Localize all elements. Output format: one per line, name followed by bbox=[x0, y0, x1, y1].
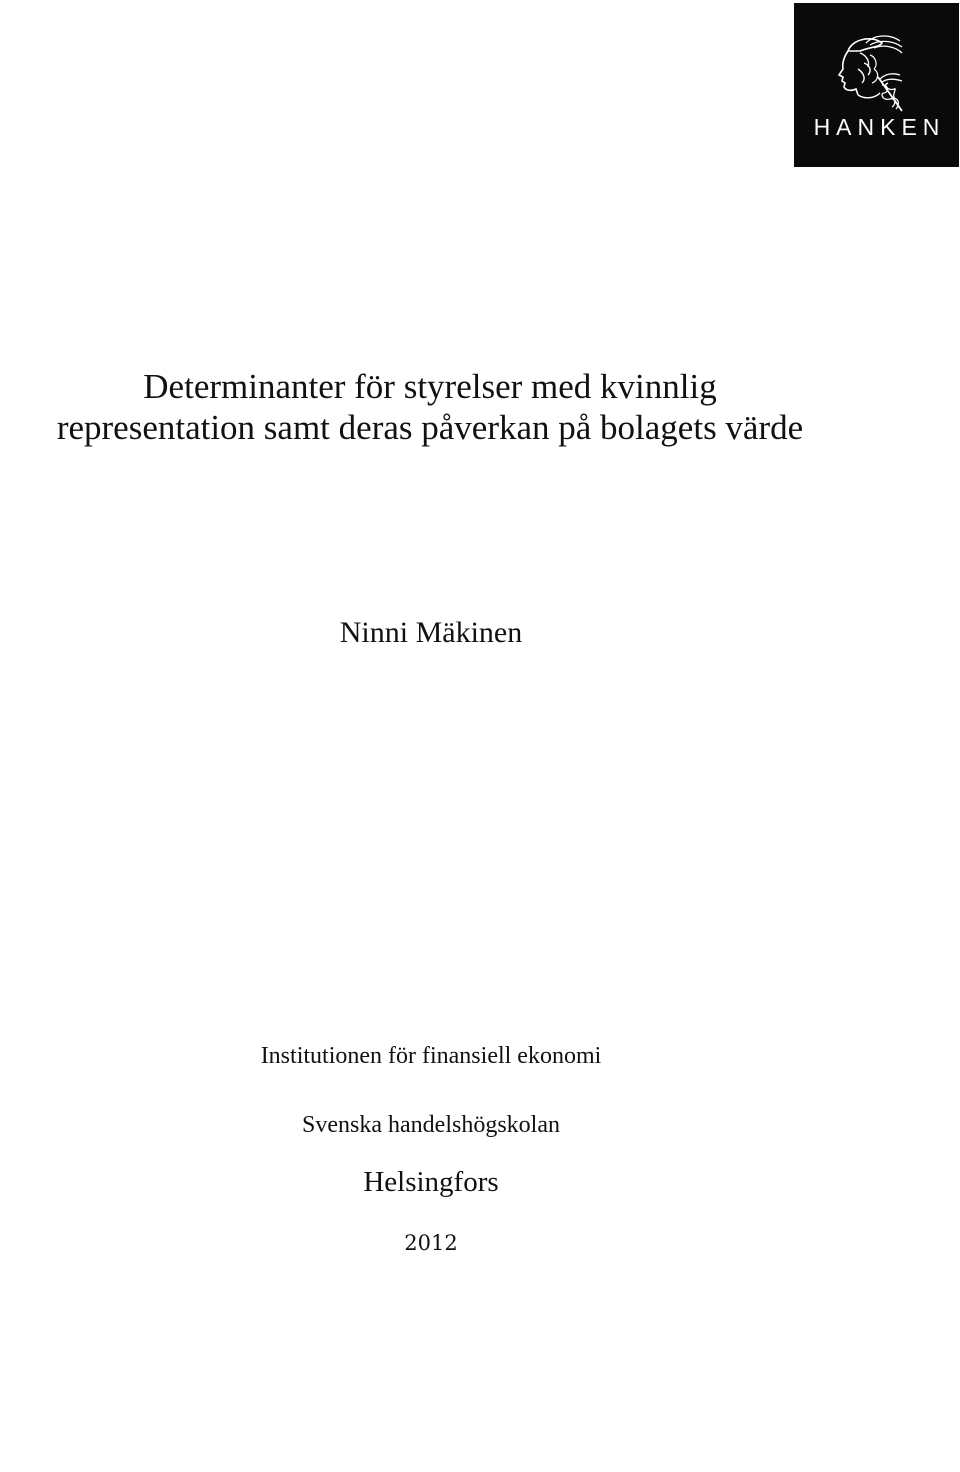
department-name: Institutionen för finansiell ekonomi bbox=[260, 1043, 602, 1069]
logo-wordmark: HANKEN bbox=[813, 114, 946, 140]
city-name: Helsingfors bbox=[363, 1166, 499, 1198]
hanken-logo bbox=[794, 3, 959, 167]
publication-year: 2012 bbox=[404, 1231, 458, 1255]
author-name: Ninni Mäkinen bbox=[339, 616, 523, 649]
school-name: Svenska handelshögskolan bbox=[302, 1112, 560, 1138]
thesis-title: Determinanter för styrelser med kvinnlig representation samt deras påverkan på bolagets värde bbox=[56, 367, 804, 447]
mercury-emblem-icon bbox=[830, 33, 912, 115]
